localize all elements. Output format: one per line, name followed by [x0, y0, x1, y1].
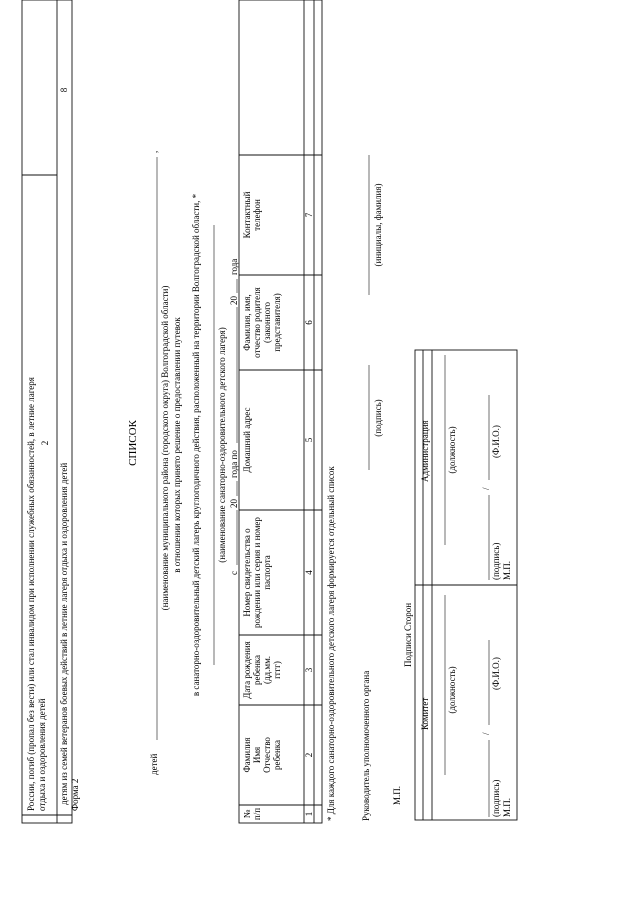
- municipality-caption: (наименование муниципального района (городского округа) Волгоградской области): [160, 285, 170, 611]
- column-6-header-line-4: представителя): [272, 293, 282, 352]
- column-2-header-line-1: Фамилия: [242, 737, 252, 773]
- administration-mp: М.П.: [502, 560, 512, 580]
- column-7-number: 7: [304, 212, 314, 218]
- comma: ,: [149, 150, 159, 153]
- column-3-header-line-4: гггг): [272, 661, 282, 679]
- column-5-header-line-1: Домашний адрес: [242, 407, 252, 473]
- column-2-header-line-4: ребенка: [272, 740, 282, 770]
- signatures-table: [415, 350, 517, 820]
- administration-slash: /: [481, 487, 491, 490]
- administration-sign: (подпись): [491, 542, 501, 580]
- administration-block: [420, 355, 512, 580]
- period-from-year: 20: [229, 499, 239, 508]
- column-4-header-line-3: паспорта: [262, 555, 272, 590]
- form-label: Форма 2: [70, 778, 80, 811]
- period-end: года: [229, 258, 239, 275]
- top-table-row2-code: 8: [59, 87, 69, 93]
- column-6-header-line-3: (законного: [262, 301, 272, 344]
- column-4-header-line-2: рождении или серия и номер: [252, 517, 262, 628]
- signatures-title: Подписи Сторон: [403, 602, 413, 667]
- camp-caption: (наименование санаторно-оздоровительного детского лагеря): [217, 327, 227, 563]
- column-2-header-line-2: Имя: [252, 746, 262, 764]
- column-2-header-line-3: Отчество: [262, 737, 272, 773]
- period-line: [229, 259, 239, 575]
- top-table-row2: детям из семей ветеранов боевых действий в летние лагеря отдыха и оздоровления детей: [59, 462, 69, 805]
- column-2-number: 2: [304, 752, 314, 758]
- column-6-header-line-1: Фамилия, имя,: [242, 294, 252, 351]
- period-to-year: 20: [229, 296, 239, 305]
- column-3-header-line-1: Дата рождения: [242, 641, 252, 699]
- top-table-row1-line2: отдыха и оздоровления детей: [37, 698, 47, 811]
- administration-position: (должность): [447, 426, 457, 474]
- committee-fio: (Ф.И.О.): [491, 657, 501, 690]
- committee-block: [420, 595, 512, 817]
- column-3-number: 3: [304, 667, 314, 673]
- column-1-number: 1: [304, 811, 314, 817]
- column-3-header-line-2: ребенка: [252, 655, 262, 685]
- footnote: * Для каждого санаторно-оздоровительного детского лагеря формируется отдельный список: [326, 466, 336, 821]
- committee-title: Комитет: [420, 697, 430, 730]
- head-label: Руководитель уполномоченного органа: [361, 670, 371, 821]
- head-sign-caption: (подпись): [373, 399, 383, 437]
- period-from: с: [229, 571, 239, 575]
- column-4-header-line-1: Номер свидетельства о: [242, 528, 252, 617]
- list-title: СПИСОК: [127, 420, 139, 466]
- column-6-header-line-2: отчество родителя: [252, 287, 262, 358]
- column-6-number: 6: [304, 320, 314, 325]
- column-7-header-line-1: Контактный: [242, 191, 252, 239]
- children-table-column-numbers: [304, 212, 314, 816]
- column-5-number: 5: [304, 437, 314, 443]
- column-3-header-line-3: (дд.мм.: [262, 655, 272, 685]
- head-initials-caption: (инициалы, фамилия): [373, 183, 383, 267]
- top-table: [22, 0, 72, 823]
- head-mp: М.П.: [392, 785, 402, 805]
- committee-position: (должность): [447, 666, 457, 714]
- administration-fio: (Ф.И.О.): [491, 425, 501, 458]
- page-number: 2: [40, 440, 50, 446]
- period-to: года по: [229, 450, 239, 478]
- decision-line: в отношении которых принято решение о предоставлении путевок: [172, 317, 182, 573]
- deti-label: детей: [149, 753, 159, 775]
- administration-title: Администрация: [420, 420, 430, 482]
- column-1-header-line-1: №: [242, 809, 252, 819]
- top-table-row1-line1: России, погиб (пропал без вести) или стал инвалидом при исполнении служебных обязанностей, в летние лагеря: [26, 377, 36, 811]
- children-table-headers: [242, 191, 282, 820]
- committee-sign: (подпись): [491, 779, 501, 817]
- camp-line: в санаторно-оздоровительный детский лагерь круглогодичного действия, расположенный на территории Волгоградской области, *: [191, 193, 201, 697]
- column-1-header-line-2: п/п: [252, 807, 262, 821]
- column-7-header-line-2: телефон: [252, 199, 262, 231]
- column-4-number: 4: [304, 570, 314, 575]
- committee-slash: /: [481, 732, 491, 735]
- committee-mp: М.П.: [502, 797, 512, 817]
